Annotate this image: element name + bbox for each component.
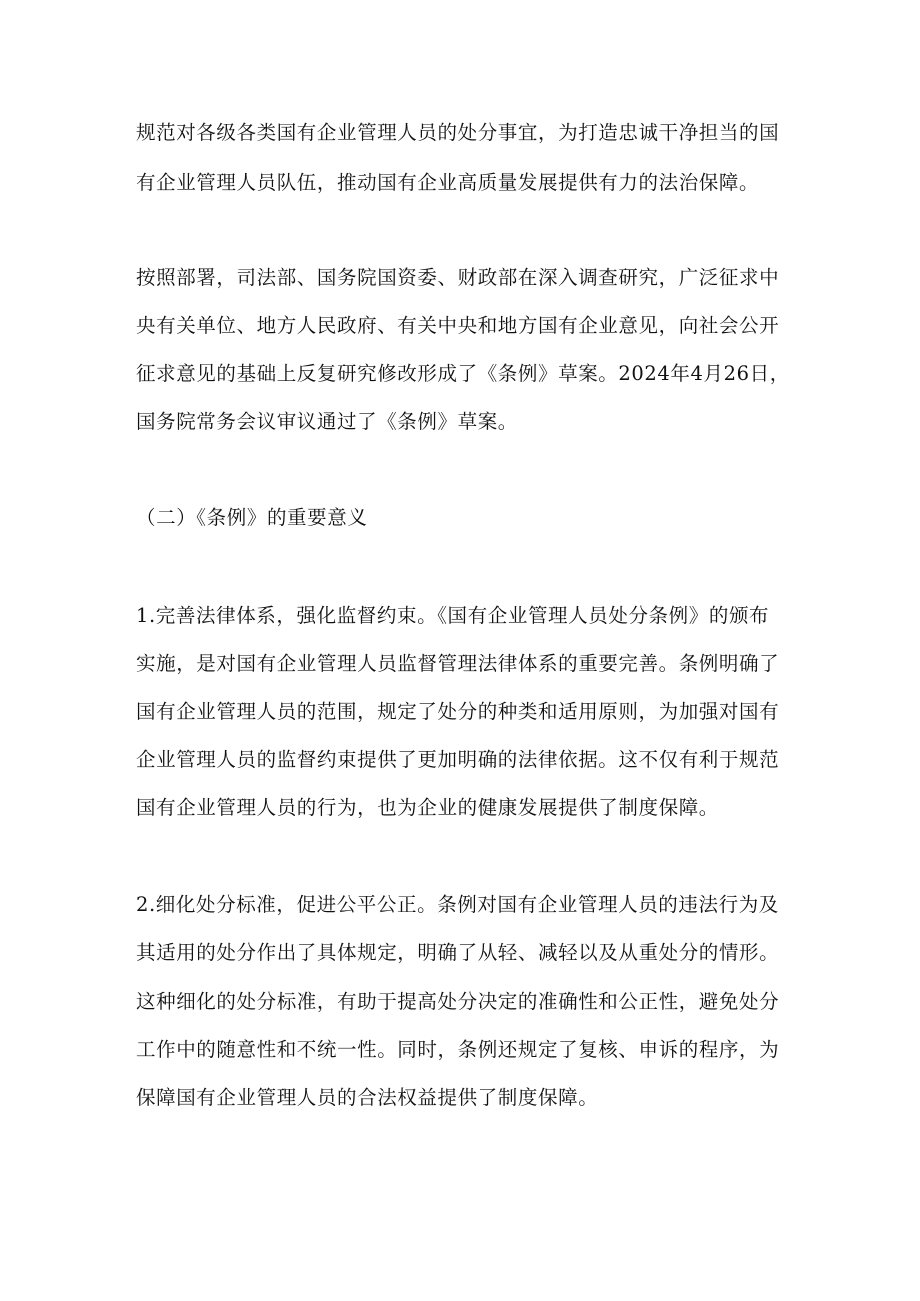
paragraph-3-line-5: 国有企业管理人员的行为，也为企业的健康发展提供了制度保障。 <box>136 796 719 819</box>
paragraph-2-line-2: 央有关单位、地方人民政府、有关中央和地方国有企业意见，向社会公开 <box>136 314 780 337</box>
paragraph-4-line-4: 工作中的随意性和不统一性。同时，条例还规定了复核、申诉的程序，为 <box>136 1038 780 1061</box>
paragraph-2-line-4: 国务院常务会议审议通过了《条例》草案。 <box>136 410 518 433</box>
paragraph-3-line-4: 企业管理人员的监督约束提供了更加明确的法律依据。这不仅有利于规范 <box>136 748 780 771</box>
paragraph-4-line-2: 其适用的处分作出了具体规定，明确了从轻、减轻以及从重处分的情形。 <box>136 941 780 964</box>
paragraph-2-line-1: 按照部署，司法部、国务院国资委、财政部在深入调查研究，广泛征求中 <box>136 266 780 289</box>
paragraph-3-line-3: 国有企业管理人员的范围，规定了处分的种类和适用原则，为加强对国有 <box>136 700 780 723</box>
paragraph-2-line-3: 征求意见的基础上反复研究修改形成了《条例》草案。2024年4月26日， <box>136 362 790 385</box>
paragraph-3-line-1: 1.完善法律体系，强化监督约束。《国有企业管理人员处分条例》的颁布 <box>136 604 770 627</box>
paragraph-4-line-5: 保障国有企业管理人员的合法权益提供了制度保障。 <box>136 1086 599 1109</box>
paragraph-4-line-1: 2.细化处分标准，促进公平公正。条例对国有企业管理人员的违法行为及 <box>136 893 779 916</box>
paragraph-3-line-2: 实施，是对国有企业管理人员监督管理法律体系的重要完善。条例明确了 <box>136 652 780 675</box>
section-heading: （二）《条例》的重要意义 <box>136 506 368 529</box>
paragraph-1-line-2: 有企业管理人员队伍，推动国有企业高质量发展提供有力的法治保障。 <box>136 171 760 194</box>
paragraph-4-line-3: 这种细化的处分标准，有助于提高处分决定的准确性和公正性，避免处分 <box>136 990 780 1013</box>
paragraph-1-line-1: 规范对各级各类国有企业管理人员的处分事宜，为打造忠诚干净担当的国 <box>136 121 780 144</box>
